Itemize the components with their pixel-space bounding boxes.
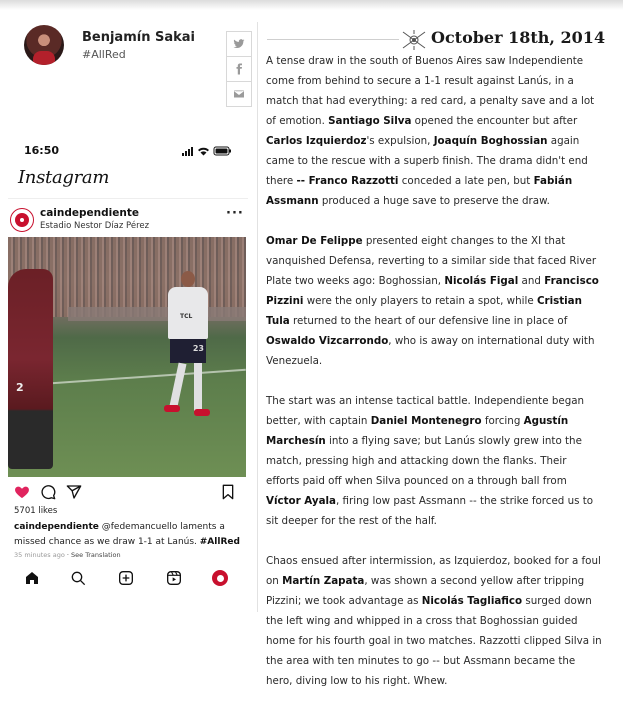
article-text: and xyxy=(518,275,545,287)
facebook-share-button[interactable] xyxy=(226,56,252,82)
player-left-number: 2 xyxy=(16,381,24,394)
reels-icon[interactable] xyxy=(166,570,182,586)
article-name-highlight: Agustín Marchesín xyxy=(266,415,569,447)
article-text: produced a huge save to preserve the draw. xyxy=(318,195,550,207)
article-name-highlight: -- Franco Razzotti xyxy=(296,175,399,187)
article-name-highlight: Carlos Izquierdoz xyxy=(266,135,367,147)
article-text: forcing xyxy=(481,415,524,427)
player-left xyxy=(8,269,53,469)
like-count[interactable]: 5701 likes xyxy=(14,506,58,516)
article-date: October 18th, 2014 xyxy=(431,28,606,47)
article-name-highlight: Omar De Felippe xyxy=(266,235,363,247)
post-image[interactable] xyxy=(8,237,246,477)
heart-icon[interactable] xyxy=(14,484,30,500)
instagram-embed xyxy=(0,140,258,610)
ornament-icon xyxy=(401,29,427,51)
profile-icon[interactable] xyxy=(212,570,228,586)
twitter-icon xyxy=(233,38,245,50)
article-paragraph xyxy=(266,51,603,211)
status-icons xyxy=(182,146,232,156)
caption-hashtag[interactable]: #AllRed xyxy=(199,537,240,547)
article-text: , was shown a second yellow after tripping Pizzini; we took advantage as xyxy=(266,575,585,607)
facebook-icon xyxy=(233,63,245,75)
article-text: were the only players to retain a spot, while xyxy=(303,295,537,307)
player-right xyxy=(164,271,212,451)
post-meta xyxy=(14,551,121,559)
article-text: The start was an intense tactical battle. Independiente began better, with captain xyxy=(266,395,585,427)
club-avatar[interactable] xyxy=(10,208,34,232)
home-icon[interactable] xyxy=(24,570,40,586)
ad-board xyxy=(68,307,246,321)
article-text: returned to the heart of our defensive line in place of xyxy=(289,315,568,327)
article-name-highlight: Nicolás Tagliafico xyxy=(421,595,523,607)
top-shadow xyxy=(0,0,623,10)
caption-mention[interactable]: @fedemancuello xyxy=(101,522,178,532)
header-rule xyxy=(267,39,399,40)
article-body xyxy=(266,51,603,711)
article-text: opened the encounter but after xyxy=(411,115,578,127)
more-options-icon[interactable]: ··· xyxy=(226,206,244,221)
article-text: , who is away on international duty with Venezuela. xyxy=(266,335,595,367)
comment-icon[interactable] xyxy=(40,484,56,500)
article-name-highlight: Martín Zapata xyxy=(282,575,365,587)
post-actions xyxy=(10,484,238,502)
article-paragraph xyxy=(266,391,603,531)
article-name-highlight: Cristian Tula xyxy=(266,295,582,327)
author-name: Benjamín Sakai xyxy=(82,30,196,45)
article-name-highlight: Fabián Assmann xyxy=(266,175,573,207)
article-text: , firing low past Assmann -- the strike forced us to sit deeper for the rest of the half. xyxy=(266,495,594,527)
sponsor-logo: TCL xyxy=(180,313,193,320)
see-translation-link[interactable]: · See Translation xyxy=(64,551,121,559)
article-name-highlight: Joaquín Boghossian xyxy=(433,135,548,147)
article-text: presented eight changes to the XI that vanquished Defensa, reverting to a similar side that faced River Plate two weeks ago: Boghossian, xyxy=(266,235,597,287)
email-share-button[interactable] xyxy=(226,81,252,107)
post-username[interactable]: caindependiente xyxy=(40,207,139,219)
bottom-nav xyxy=(14,570,240,588)
caption-text: laments a missed chance as we draw 1-1 at Lanús. xyxy=(14,522,225,547)
article-name-highlight: Francisco Pizzini xyxy=(266,275,599,307)
article-text: Chaos ensued after intermission, as Izquierdoz, booked for a foul on xyxy=(266,555,601,587)
player-right-number: 23 xyxy=(192,344,204,353)
twitter-share-button[interactable] xyxy=(226,31,252,57)
article-text: surged down the left wing and whipped in a cross that Boghossian guided home for his fourth goal in two matches. Razzotti clipped Silva in the area with ten minutes to go -- but Assmann became the hero, diving low to his right. Whew. xyxy=(266,595,602,687)
post-time-ago: 35 minutes ago xyxy=(14,551,65,559)
article-text: A tense draw in the south of Buenos Aires saw Independiente come from behind to secure a 1-1 result against Lanús, in a match that had everything: a red card, a penalty save and a lot of emotion. xyxy=(266,55,595,127)
article-name-highlight: Oswaldo Vizcarrondo xyxy=(266,335,389,347)
article-name-highlight: Nicolás Figal xyxy=(444,275,519,287)
article-text: into a flying save; but Lanús slowly grew into the match, pressing high and attacking down the flanks. Their efforts paid off when Silva pounced on a through ball from xyxy=(266,435,582,487)
article-paragraph xyxy=(266,551,603,691)
caption-username[interactable]: caindependiente xyxy=(14,522,99,532)
email-icon xyxy=(233,88,245,100)
post-caption xyxy=(14,520,240,550)
share-icon[interactable] xyxy=(66,484,82,500)
post-location[interactable]: Estadio Nestor Díaz Pérez xyxy=(40,221,150,231)
article-text: conceded a late pen, but xyxy=(398,175,534,187)
article-text: 's expulsion, xyxy=(366,135,434,147)
instagram-logo: Instagram xyxy=(18,167,110,188)
author-avatar xyxy=(24,25,64,65)
search-icon[interactable] xyxy=(70,570,86,586)
add-post-icon[interactable] xyxy=(118,570,134,586)
article-text: again came to the rescue with a superb finish. The drama didn't end there xyxy=(266,135,588,187)
article-paragraph xyxy=(266,231,603,371)
author-handle: #AllRed xyxy=(82,48,126,61)
header-separator xyxy=(8,198,248,199)
status-time: 16:50 xyxy=(24,144,60,157)
bookmark-icon[interactable] xyxy=(220,484,236,500)
article-name-highlight: Santiago Silva xyxy=(328,115,412,127)
article-name-highlight: Víctor Ayala xyxy=(266,495,337,507)
article-name-highlight: Daniel Montenegro xyxy=(370,415,482,427)
